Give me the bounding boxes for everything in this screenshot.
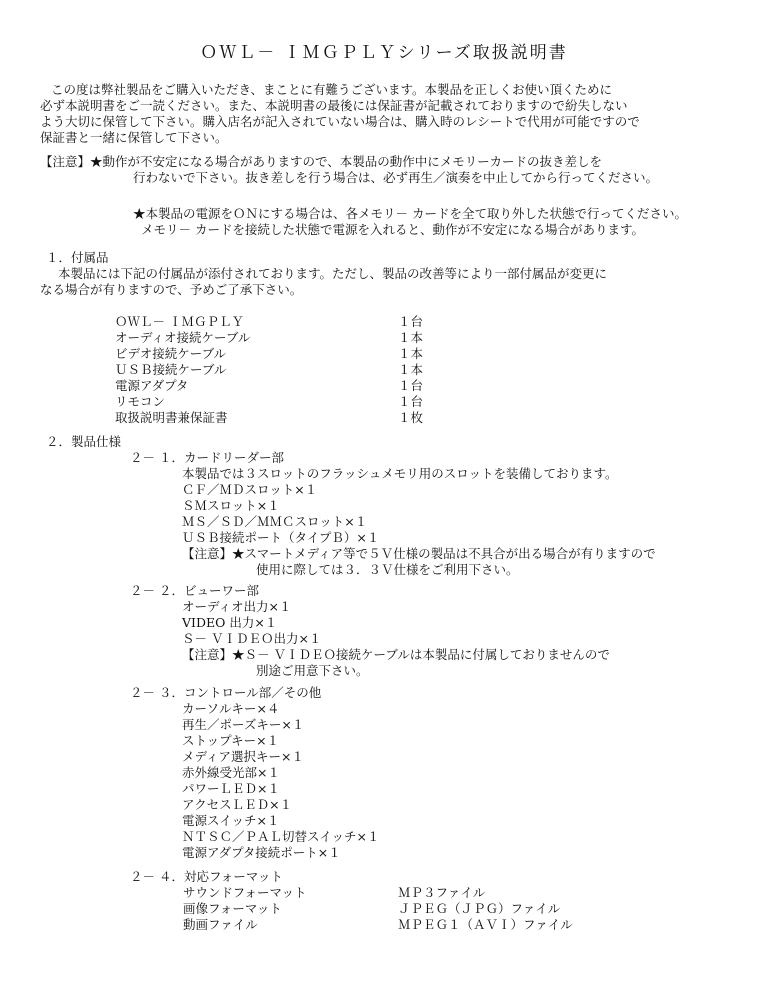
section-spec-heading xyxy=(46,434,121,450)
format-label: サウンドフォーマット xyxy=(183,885,307,900)
section-heading: １．付属品 xyxy=(46,250,109,265)
spec-viewer xyxy=(130,583,610,679)
spec-line: 再生／ポーズキー×１ xyxy=(182,717,305,732)
accessory-qty: １台 xyxy=(398,378,424,393)
spec-line: 電源アダプタ接続ポート×１ xyxy=(182,845,341,860)
accessory-list xyxy=(115,314,424,426)
subsection-heading: ２－ ３．コントロール部／その他 xyxy=(130,685,322,700)
accessory-name: ＵＳＢ接続ケーブル xyxy=(115,362,227,377)
spec-note: 【注意】★Ｓ－ ＶＩＤＥＯ接続ケーブルは本製品に付属しておりませんので xyxy=(182,647,610,662)
format-list xyxy=(183,885,573,933)
spec-line: VIDEO 出力×１ xyxy=(182,615,278,630)
section-text: なる場合が有りますので、予めご了承下さい。 xyxy=(40,282,303,297)
spec-line: カーソルキー×４ xyxy=(182,701,280,716)
intro-paragraph xyxy=(40,82,648,146)
spec-card-reader xyxy=(130,450,656,578)
spec-line: ＣＦ／ＭＤスロット×１ xyxy=(182,482,318,497)
intro-line: よう大切に保管して下さい。購入店名が記入されていない場合は、購入時のレシートで代用が可能ですので xyxy=(40,114,640,129)
notice-line: メモリ－ カードを接続した状態で電源を入れると、動作が不安定になる場合があります。 xyxy=(141,222,644,237)
notice-line: 【注意】★動作が不安定になる場合がありますので、本製品の動作中にメモリーカードの抜き差しを xyxy=(40,154,603,169)
accessory-qty: １台 xyxy=(398,394,424,409)
page-title: ＯＷＬ－ ＩＭＧＰＬＹシリーズ取扱説明書 xyxy=(200,43,568,63)
subsection-heading: ２－ ２．ビューワー部 xyxy=(130,583,259,598)
spec-line: ＮＴＳＣ／ＰＡＬ切替スイッチ×１ xyxy=(182,829,380,844)
accessory-item xyxy=(115,346,424,362)
accessory-name: ＯＷＬ－ ＩＭＧＰＬＹ xyxy=(115,314,244,329)
format-row xyxy=(183,885,486,901)
spec-note: 使用に際しては３．３Ｖ仕様をご利用下さい。 xyxy=(256,562,519,577)
accessory-item xyxy=(115,378,424,394)
accessory-name: 取扱説明書兼保証書 xyxy=(115,410,228,425)
accessory-item xyxy=(115,314,424,330)
intro-line: 保証書と一緒に保管して下さい。 xyxy=(40,130,228,145)
accessory-item xyxy=(115,330,424,346)
notice-block-power xyxy=(133,206,687,238)
spec-line: 本製品では３スロットのフラッシュメモリ用のスロットを装備しております。 xyxy=(182,466,618,481)
section-accessories xyxy=(40,250,608,298)
accessory-name: オーディオ接続ケーブル xyxy=(115,330,251,345)
accessory-qty: １本 xyxy=(398,330,424,345)
format-value: ＪＰＥＧ（ＪＰＧ）ファイル xyxy=(398,901,561,916)
section-heading: ２．製品仕様 xyxy=(46,434,122,449)
accessory-name: リモコン xyxy=(115,394,166,409)
accessory-qty: １台 xyxy=(398,314,424,329)
spec-formats-heading xyxy=(130,869,283,885)
accessory-item xyxy=(115,410,424,426)
format-value: ＭＰ３ファイル xyxy=(398,885,486,900)
spec-note: 別途ご用意下さい。 xyxy=(256,663,369,678)
accessory-item xyxy=(115,362,424,378)
format-label: 画像フォーマット xyxy=(183,901,282,916)
notice-line: 行わないで下さい。抜き差しを行う場合は、必ず再生／演奏を中止してから行ってください。 xyxy=(133,170,659,185)
notice-block xyxy=(40,154,658,186)
spec-line: 電源スイッチ×１ xyxy=(182,813,280,828)
format-row xyxy=(183,917,573,933)
subsection-heading: ２－ ４．対応フォーマット xyxy=(130,869,283,884)
intro-line: この度は弊社製品をご購入いただき、まことに有難うございます。本製品を正しくお使い頂くために xyxy=(51,82,613,97)
spec-line: Ｓ－ ＶＩＤＥＯ出力×１ xyxy=(182,631,322,646)
spec-controls xyxy=(130,685,379,861)
spec-line: 赤外線受光部×１ xyxy=(182,765,280,780)
spec-line: ＳＭスロット×１ xyxy=(182,498,280,513)
accessory-name: 電源アダプタ xyxy=(115,378,189,393)
spec-note: 【注意】★スマートメディア等で５Ｖ仕様の製品は不具合が出る場合が有りますので xyxy=(182,546,656,561)
spec-line: パワーＬＥＤ×１ xyxy=(182,781,280,796)
subsection-heading: ２－ １．カードリーダー部 xyxy=(130,450,284,465)
accessory-qty: １本 xyxy=(398,346,424,361)
format-label: 動画ファイル xyxy=(183,917,258,932)
format-row xyxy=(183,901,561,917)
accessory-qty: １本 xyxy=(398,362,424,377)
notice-line: ★本製品の電源をＯＮにする場合は、各メモリ－ カードを全て取り外した状態で行ってください。 xyxy=(133,206,687,221)
spec-line: ストップキー×１ xyxy=(182,733,280,748)
spec-line: アクセスＬＥＤ×１ xyxy=(182,797,293,812)
intro-line: 必ず本説明書をご一読ください。また、本説明書の最後には保証書が記載されておりますので紛失しない xyxy=(40,98,628,113)
spec-line: メディア選択キー×１ xyxy=(182,749,304,764)
spec-line: ＵＳＢ接続ポート（タイプＢ）×１ xyxy=(182,530,380,545)
accessory-name: ビデオ接続ケーブル xyxy=(115,346,227,361)
section-text: 本製品には下記の付属品が添付されております。ただし、製品の改善等により一部付属品が変更に xyxy=(58,266,608,281)
spec-line: ＭＳ／ＳＤ／ＭＭＣスロット×１ xyxy=(182,514,368,529)
accessory-item xyxy=(115,394,424,410)
format-value: ＭＰＥＧ１（ＡＶＩ）ファイル xyxy=(398,917,573,932)
accessory-qty: １枚 xyxy=(398,410,424,425)
spec-line: オーディオ出力×１ xyxy=(182,599,292,614)
